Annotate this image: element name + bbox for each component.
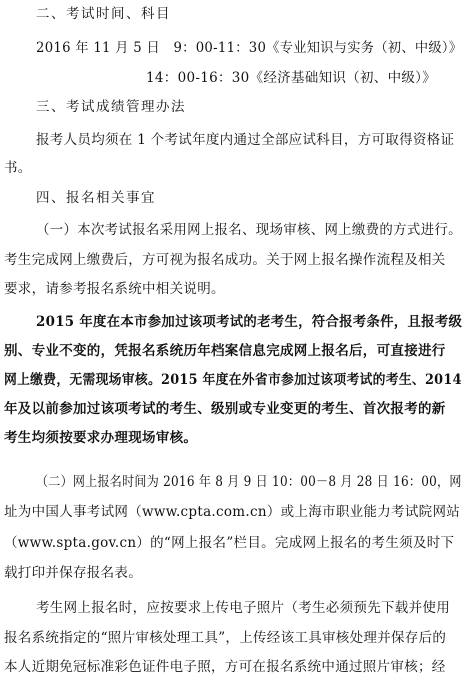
paragraph-line: 考生完成网上缴费后，方可视为报名成功。关于网上报名操作流程及相关 bbox=[4, 252, 446, 268]
section-3-line-2: 书。 bbox=[4, 160, 32, 176]
paragraph-line: 考生网上报名时，应按要求上传电子照片（考生必须预先下载并使用 bbox=[36, 600, 450, 616]
exam-time-line-2: 14：00-16：30《经济基础知识（初、中级）》 bbox=[146, 70, 437, 86]
paragraph-line: 2015 年度在本市参加过该项考试的老考生，符合报考条件，且报考级 bbox=[36, 314, 463, 330]
paragraph-line: 年及以前参加过该项考试的考生、级别或专业变更的考生、首次报考的新 bbox=[4, 401, 446, 417]
paragraph-line: 要求，请参考报名系统中相关说明。 bbox=[4, 281, 225, 297]
paragraph-line: 本人近期免冠标准彩色证件电子照，方可在报名系统中通过照片审核；经 bbox=[4, 659, 446, 675]
paragraph-line: （一）本次考试报名采用网上报名、现场审核、网上缴费的方式进行。 bbox=[36, 222, 462, 238]
section-3-heading: 三、考试成绩管理办法 bbox=[36, 99, 186, 115]
paragraph-line: （www.spta.gov.cn）的“网上报名”栏目。完成网上报名的考生须及时下 bbox=[4, 535, 455, 551]
paragraph-line: 报名系统指定的“照片审核处理工具”，上传经该工具审核处理并保存后的 bbox=[4, 630, 447, 646]
paragraph-line: 网上缴费，无需现场审核。2015 年度在外省市参加过该项考试的考生、2014 bbox=[4, 372, 462, 388]
exam-time-line-1: 2016 年 11 月 5 日 9：00-11：30《专业知识与实务（初、中级）》 bbox=[36, 40, 463, 56]
paragraph-line: 考生均须按要求办理现场审核。 bbox=[4, 430, 198, 446]
section-3-line-1: 报考人员均须在 1 个考试年度内通过全部应试科目，方可取得资格证 bbox=[36, 132, 455, 148]
paragraph-line: 址为中国人事考试网（www.cpta.com.cn）或上海市职业能力考试院网站 bbox=[4, 504, 461, 520]
section-4-heading: 四、报名相关事宜 bbox=[36, 190, 156, 206]
paragraph-line: （二）网上报名时间为 2016 年 8 月 9 日 10：00－8 月 28 日 16：00，网 bbox=[36, 474, 462, 490]
section-2-heading: 二、考试时间、科目 bbox=[36, 6, 171, 22]
paragraph-line: 载打印并保存报名表。 bbox=[4, 565, 142, 581]
paragraph-line: 别、专业不变的，凭报名系统历年档案信息完成网上报名后，可直接进行 bbox=[4, 343, 446, 359]
